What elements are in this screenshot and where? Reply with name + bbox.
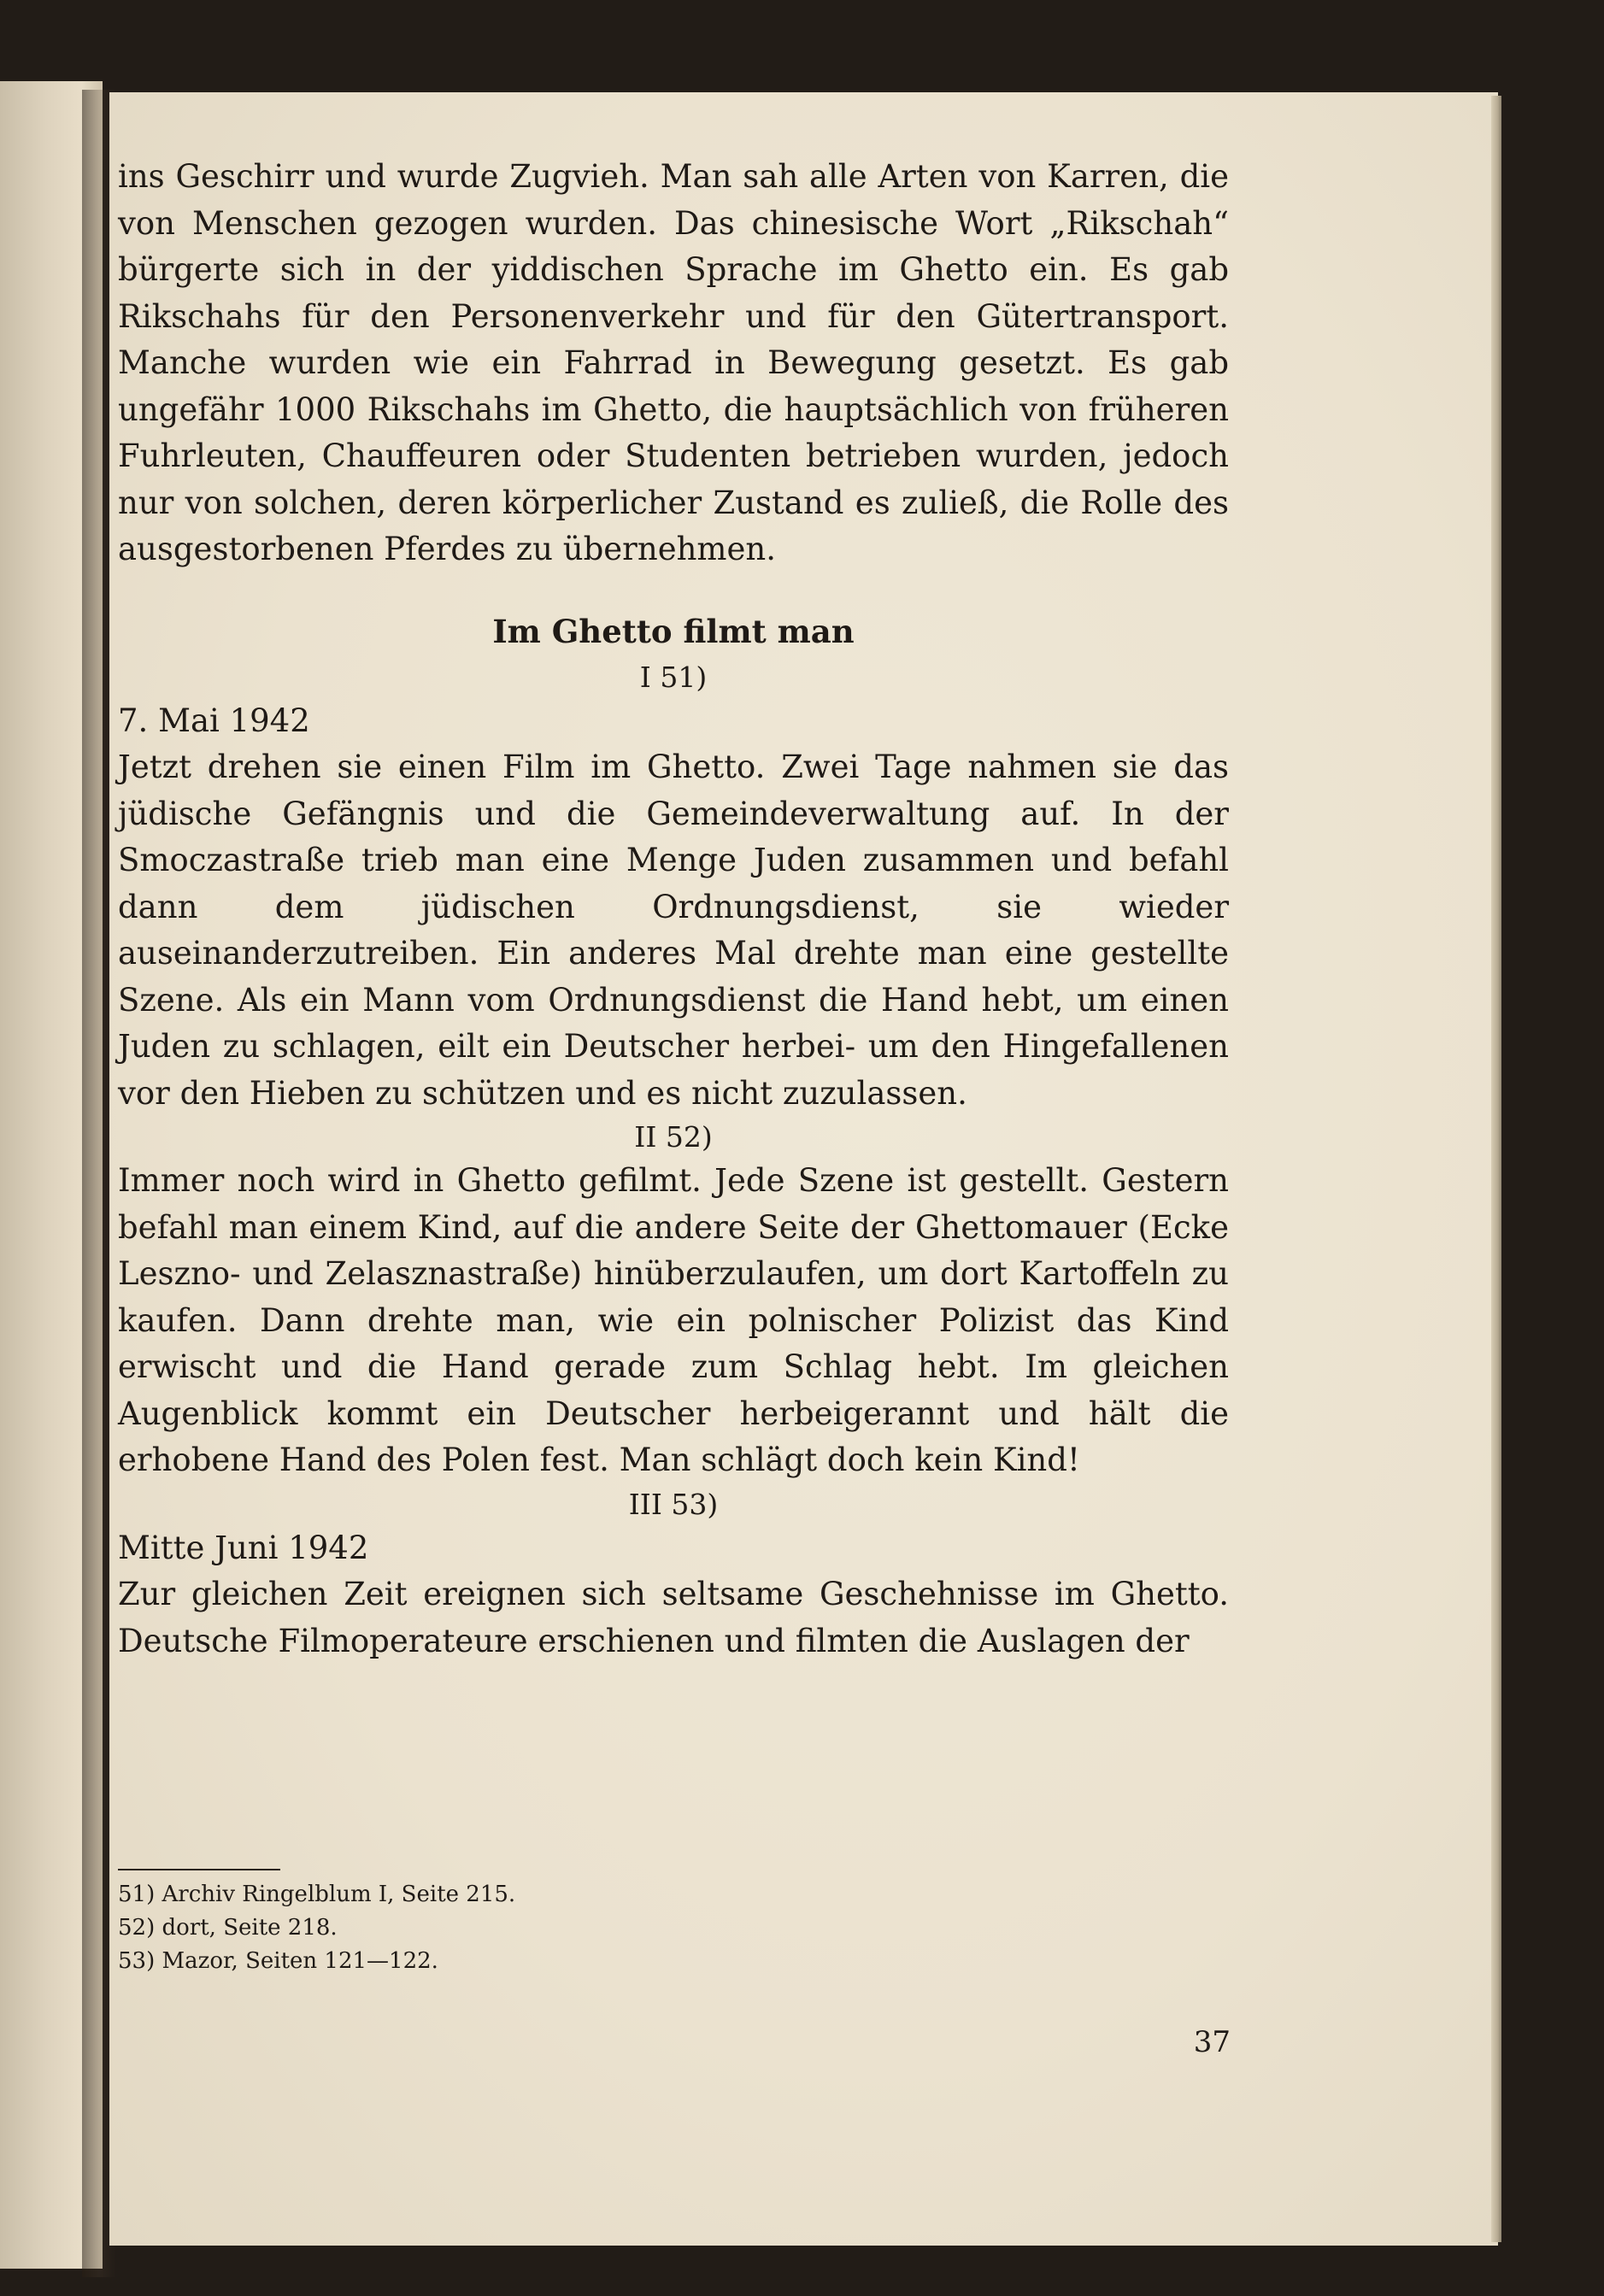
section-date-3: Mitte Juni 1942 bbox=[118, 1529, 369, 1566]
footnote-51: 51) Archiv Ringelblum I, Seite 215. bbox=[118, 1882, 516, 1907]
footnote-rule bbox=[118, 1869, 280, 1870]
section-text-2: Immer noch wird in Ghetto gefilmt. Jede Szene ist gestellt. Gestern befahl man einem Kind, auf die andere Seite der Ghettomauer (Ecke Leszno- und Zelasznastraße) hinüberzulaufen, um dort Kartoffeln zu kaufen. Dann drehte man, wie ein polnischer Polizist das Kind erwischt und die Hand gerade zum Schlag hebt. Im gleichen Augenblick kommt ein Deutscher herbeigerannt und hält die erhobene Hand des Polen fest. Man schlägt doch kein Kind! bbox=[118, 1162, 1229, 1478]
footnotes bbox=[118, 1878, 887, 1978]
section-number-1: I 51) bbox=[639, 660, 708, 694]
section-text-3: Zur gleichen Zeit ereignen sich seltsame Geschehnisse im Ghetto. Deutsche Filmoperateure erschienen und filmten die Auslagen der bbox=[118, 1576, 1229, 1659]
page-number: 37 bbox=[1193, 2025, 1231, 2059]
page-text bbox=[118, 154, 1229, 1665]
page-stack-edge bbox=[1491, 96, 1501, 2242]
section-text-1: Jetzt drehen sie einen Film im Ghetto. Zwei Tage nahmen sie das jüdische Gefängnis und die Gemeindeverwaltung auf. In der Smoczastraße trieb man eine Menge Juden zusammen und befahl dann dem jüdischen Ordnungsdienst, sie wieder auseinanderzutreiben. Ein anderes Mal drehte man eine gestellte Szene. Als ein Mann vom Ordnungsdienst die Hand hebt, um einen Juden zu schlagen, eilt ein Deutscher herbei- um den Hingefallenen vor den Hieben zu schützen und es nicht zuzulassen. bbox=[118, 749, 1229, 1112]
section-number-3: III 53) bbox=[628, 1487, 719, 1521]
footnote-52: 52) dort, Seite 218. bbox=[118, 1915, 338, 1941]
footnote-53: 53) Mazor, Seiten 121—122. bbox=[118, 1948, 438, 1974]
chapter-heading: Im Ghetto filmt man bbox=[492, 612, 855, 650]
paragraph-rikschah: ins Geschirr und wurde Zugvieh. Man sah alle Arten von Karren, die von Menschen gezogen wurden. Das chinesische Wort „Rikschah“ bürgerte sich in der yiddischen Sprache im Ghetto ein. Es gab Rikschahs für den Personenverkehr und für den Gütertransport. Manche wurden wie ein Fahrrad in Bewegung gesetzt. Es gab ungefähr 1000 Rikschahs im Ghetto, die hauptsächlich von früheren Fuhrleuten, Chauffeuren oder Studenten betrieben wurden, jedoch nur von solchen, deren körperlicher Zustand es zuließ, die Rolle des ausgestorbenen Pferdes zu übernehmen. bbox=[118, 158, 1229, 567]
section-number-2: II 52) bbox=[634, 1120, 713, 1154]
section-date-1: 7. Mai 1942 bbox=[118, 702, 310, 739]
